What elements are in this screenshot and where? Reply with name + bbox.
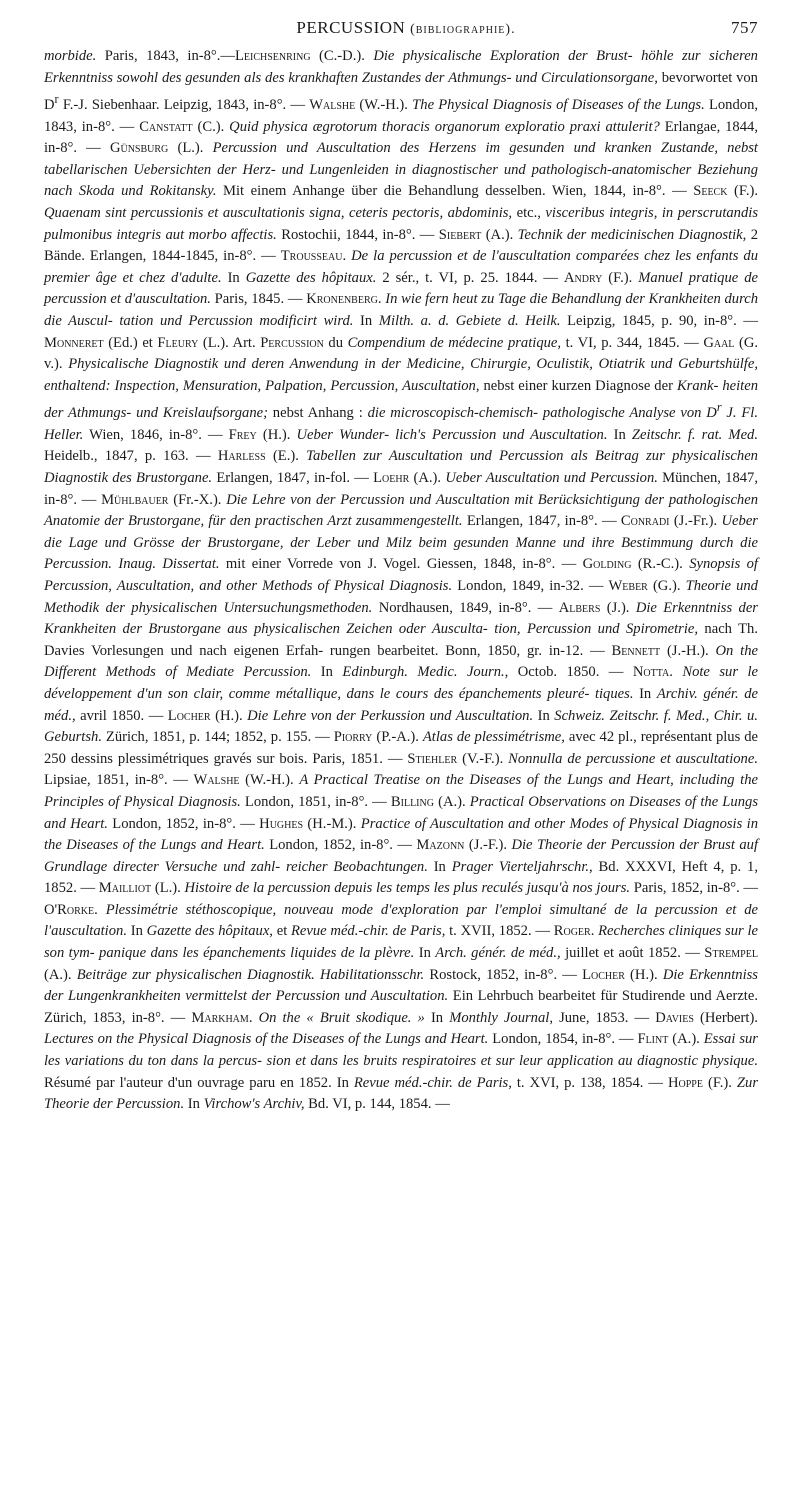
page-number: 757 <box>731 18 758 37</box>
bibliography-text <box>44 46 758 1116</box>
running-title <box>44 18 698 38</box>
running-title-sub: (bibliographie). <box>410 22 516 37</box>
bibliography-paragraph: morbide. Paris, 1843, in-8°.—Leichsenring (C.-D.). Die physicalische Exploration der Brust- höhle zur sicheren Erkenntniss sowohl des gesunden als des krankhaften Zustandes der Athmungs- und Circulationsorgane, bevorwortet von $D^r$ F.-J. Siebenhaar. Leipzig, 1843, in-8°. — Walshe (W.-H.). The Physical Diagnosis of Diseases of the Lungs. London, 1843, in-8°. — Canstatt (C.). Quid physica ægrotorum thoracis organorum exploratio praxi attulerit? Erlangae, 1844, in-8°. — Günsburg (L.). Percussion und Auscultation des Herzens im gesunden und kranken Zustande, nebst tabellarischen Uebersichten der Herz- und Lungenleiden in diagnostischer und pathologisch-anatomischer Beziehung nach Skoda und Rokitansky. Mit einem Anhange über die Behandlung desselben. Wien, 1844, in-8°. — Seeck (F.). Quaenam sint percussionis et auscultationis signa, ceteris pectoris, abdominis, etc., visceribus integris, in perscrutandis pulmonibus integris aut morbo affectis. Rostochii, 1844, in-8°. — Siebert (A.). Technik der medicinischen Diagnostik, 2 Bände. Erlangen, 1844-1845, in-8°. — Trousseau. De la percussion et de l'auscultation comparées chez les enfants du premier âge et chez d'adulte. In Gazette des hôpitaux. 2 sér., t. VI, p. 25. 1844. — Andry (F.). Manuel pratique de percussion et d'auscultation. Paris, 1845. — Kronenberg. In wie fern heut zu Tage die Behandlung der Krankheiten durch die Auscul- tation und Percussion modificirt wird. In Milth. a. d. Gebiete d. Heilk. Leipzig, 1845, p. 90, in-8°. — Monneret (Ed.) et Fleury (L.). Art. Percussion du Compendium de médecine pratique, t. VI, p. 344, 1845. — Gaal (G. v.). Physicalische Diagnostik und deren Anwendung in der Medicine, Chirurgie, Oculistik, Otiatrik und Geburtshülfe, enthaltend: Inspection, Mensuration, Palpation, Percussion, Auscultation, nebst einer kurzen Diagnose der Krank- heiten der Athmungs- und Kreislaufsorgane; nebst Anhang : die microscopisch-chemisch- pathologische Analyse von $D^r$ J. Fl. Heller. Wien, 1846, in-8°. — Frey (H.). Ueber Wunder- lich's Percussion und Auscultation. In Zeitschr. f. rat. Med. Heidelb., 1847, p. 163. — Harless (E.). Tabellen zur Auscultation und Percussion als Beitrag zur physicalischen Diagnostik des Brustorgane. Erlangen, 1847, in-fol. — Loehr (A.). Ueber Auscultation und Percussion. München, 1847, in-8°. — Mühlbauer (Fr.-X.). Die Lehre von der Percussion und Auscultation mit Berücksichtigung der pathologischen Anatomie der Brustorgane, für den practischen Arzt zusammengestellt. Erlangen, 1847, in-8°. — Conradi (J.-Fr.). Ueber die Lage und Grösse der Brustorgane, der Leber und Milz beim gesunden Manne und ihre Bestimmung durch die Percussion. Inaug. Dissertat. mit einer Vorrede von J. Vogel. Giessen, 1848, in-8°. — Golding (R.-C.). Synopsis of Percussion, Auscultation, and other Methods of Physical Diagnosis. London, 1849, in-32. — Weber (G.). Theorie und Methodik der physicalischen Untersuchungsmethoden. Nordhausen, 1849, in-8°. — Albers (J.). Die Erkenntniss der Krankheiten der Brustorgane aus physicalischen Zeichen oder Ausculta- tion, Percussion und Spirometrie, nach Th. Davies Vorlesungen und nach eigenen Erfah- rungen bearbeitet. Bonn, 1850, gr. in-12. — Bennett (J.-H.). On the Different Methods of Mediate Percussion. In Edinburgh. Medic. Journ., Octob. 1850. — Notta. Note sur le développement d'un son clair, comme métallique, dans le cours des épanchements pleuré- tiques. In Archiv. génér. de méd., avril 1850. — Locher (H.). Die Lehre von der Perkussion und Auscultation. In Schweiz. Zeitschr. f. Med., Chir. u. Geburtsh. Zürich, 1851, p. 144; 1852, p. 155. — Piorry (P.-A.). Atlas de plessimétrisme, avec 42 pl., représentant plus de 250 dessins plessimétriques gravés sur bois. Paris, 1851. — Stiehler (V.-F.). Nonnulla de percussione et auscultatione. Lipsiae, 1851, in-8°. — Walshe (W.-H.). A Practical Treatise on the Diseases of the Lungs and Heart, including the Principles of Physical Diagnosis. London, 1851, in-8°. — Billing (A.). Practical Observations on Diseases of the Lungs and Heart. London, 1852, in-8°. — Hughes (H.-M.). Practice of Auscultation and other Modes of Physical Diagnosis in the Diseases of the Lungs and Heart. London, 1852, in-8°. — Mazonn (J.-F.). Die Theorie der Percussion der Brust auf Grundlage directer Versuche und zahl- reicher Beobachtungen. In Prager Vierteljahrschr., Bd. XXXVI, Heft 4, p. 1, 1852. — Mailliot (L.). Histoire de la percussion depuis les temps les plus reculés jusqu'à nos jours. Paris, 1852, in-8°. — O'Rorke. Plessimétrie stéthoscopique, nouveau mode d'exploration par l'emploi simultané de la percussion et de l'auscultation. In Gazette des hôpitaux, et Revue méd.-chir. de Paris, t. XVII, 1852. — Roger. Recherches cliniques sur le son tym- panique dans les épanchements liquides de la plèvre. In Arch. génér. de méd., juillet et août 1852. — Strempel (A.). Beiträge zur physicalischen Diagnostik. Habilitationsschr. Rostock, 1852, in-8°. — Locher (H.). Die Erkenntniss der Lungenkrankheiten vermittelst der Percussion und Auscultation. Ein Lehrbuch bearbeitet für Studirende und Aerzte. Zürich, 1853, in-8°. — Markham. On the « Bruit skodique. » In Monthly Journal, June, 1853. — Davies (Herbert). Lectures on the Physical Diagnosis of the Diseases of the Lungs and Heart. London, 1854, in-8°. — Flint (A.). Essai sur les variations du ton dans la percus- sion et dans les bruits respiratoires et sur leur application au diagnostic physique. Résumé par l'auteur d'un ouvrage paru en 1852. In Revue méd.-chir. de Paris, t. XVI, p. 138, 1854. — Hoppe (F.). Zur Theorie der Percussion. In Virchow's Archiv, Bd. VI, p. 144, 1854. — <box>44 48 759 1113</box>
running-title-main: PERCUSSION <box>296 18 406 37</box>
running-header <box>44 18 758 46</box>
